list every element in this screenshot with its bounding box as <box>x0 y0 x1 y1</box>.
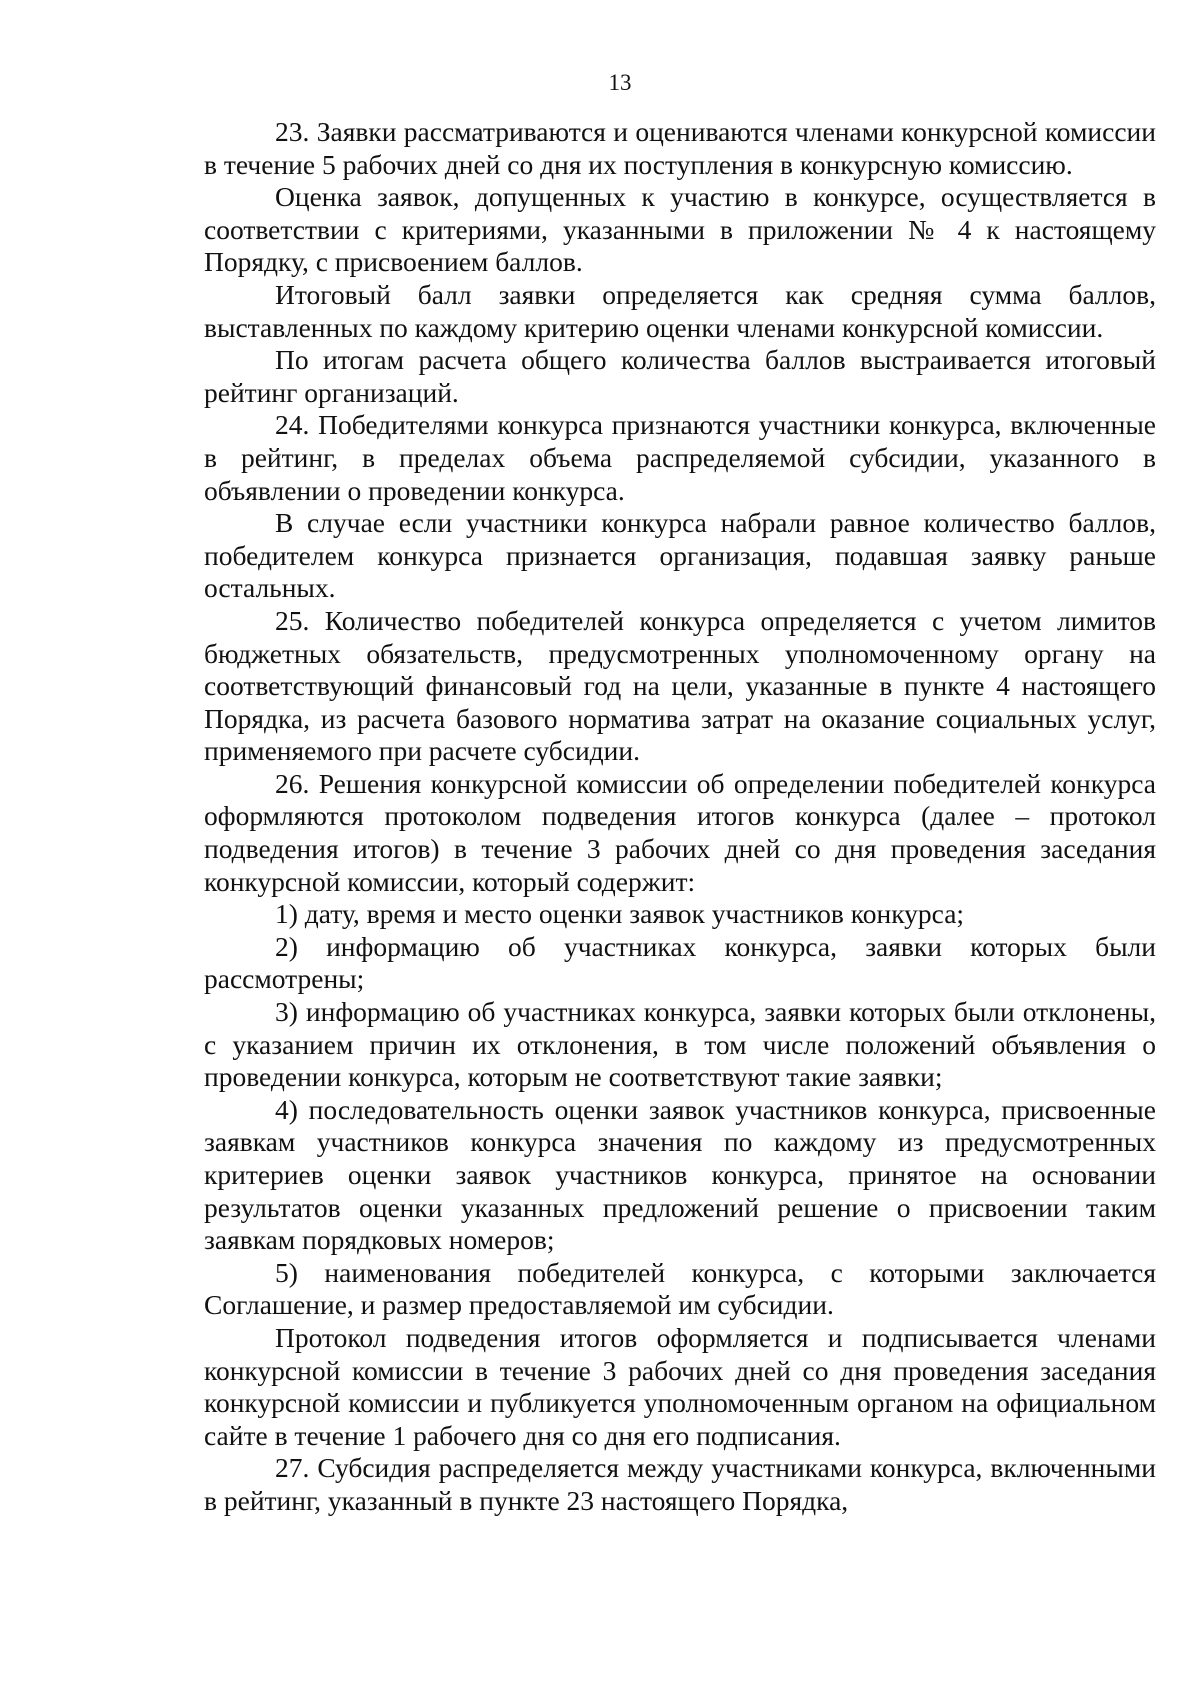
paragraph-evaluation-criteria: Оценка заявок, допущенных к участию в конкурсе, осуществляется в соответствии с критериями, указанными в приложении № 4 к настоящему Порядку, с присвоением баллов. <box>204 181 1156 278</box>
paragraph-27-subsidy: 27. Субсидия распределяется между участниками конкурса, включенными в рейтинг, указанный в пункте 23 настоящего Порядка, <box>204 1452 1156 1516</box>
list-item-1: 1) дату, время и место оценки заявок участников конкурса; <box>275 898 965 930</box>
list-item-2: 2) информацию об участниках конкурса, заявки которых были рассмотрены; <box>204 930 1156 995</box>
list-item-4: 4) последовательность оценки заявок участников конкурса, присвоенные заявкам участников конкурса значения по каждому из предусмотренных критериев оценки заявок участников конкурса, принятое на основании результатов оценки указанных предложений решение о присвоении таким заявкам порядковых номеров; <box>204 1093 1156 1256</box>
paragraph-equal-score: В случае если участники конкурса набрали равное количество баллов, победителем конкурса признается организация, подавшая заявку раньше остальных. <box>204 507 1156 604</box>
paragraph-protocol-signing: Протокол подведения итогов оформляется и подписывается членами конкурсной комиссии в течение 3 рабочих дней со дня проведения заседания конкурсной комиссии и публикуется уполномоченным органом на официальном сайте в течение 1 рабочего дня со дня его подписания. <box>204 1321 1156 1451</box>
paragraph-final-score: Итоговый балл заявки определяется как средняя сумма баллов, выставленных по каждому критерию оценки членами конкурсной комиссии. <box>204 278 1156 343</box>
paragraph-24-winners: 24. Победителями конкурса признаются участники конкурса, включенные в рейтинг, в пределах объема распределяемой субсидии, указанного в объявлении о проведении конкурса. <box>204 409 1156 506</box>
paragraph-26-protocol: 26. Решения конкурсной комиссии об определении победителей конкурса оформляются протоколом подведения итогов конкурса (далее – протокол подведения итогов) в течение 3 рабочих дней со дня проведения заседания конкурсной комиссии, который содержит: <box>204 767 1156 897</box>
paragraph-23-review: 23. Заявки рассматриваются и оцениваются членами конкурсной комиссии в течение 5 рабочих дней со дня их поступления в конкурсную комиссию. <box>204 116 1156 180</box>
paragraph-rating: По итогам расчета общего количества баллов выстраивается итоговый рейтинг организаций. <box>204 344 1156 408</box>
list-item-3: 3) информацию об участниках конкурса, заявки которых были отклонены, с указанием причин их отклонения, в том числе положений объявления о проведении конкурса, которым не соответствуют такие заявки; <box>204 996 1156 1093</box>
page-number: 13 <box>608 70 632 95</box>
list-item-5: 5) наименования победителей конкурса, с которыми заключается Соглашение, и размер предоставляемой им субсидии. <box>204 1256 1156 1321</box>
paragraph-25-winner-count: 25. Количество победителей конкурса определяется с учетом лимитов бюджетных обязательств, предусмотренных уполномоченному органу на соответствующий финансовый год на цели, указанные в пункте 4 настоящего Порядка, из расчета базового норматива затрат на оказание социальных услуг, применяемого при расчете субсидии. <box>204 604 1156 767</box>
document-body <box>204 116 1156 1518</box>
